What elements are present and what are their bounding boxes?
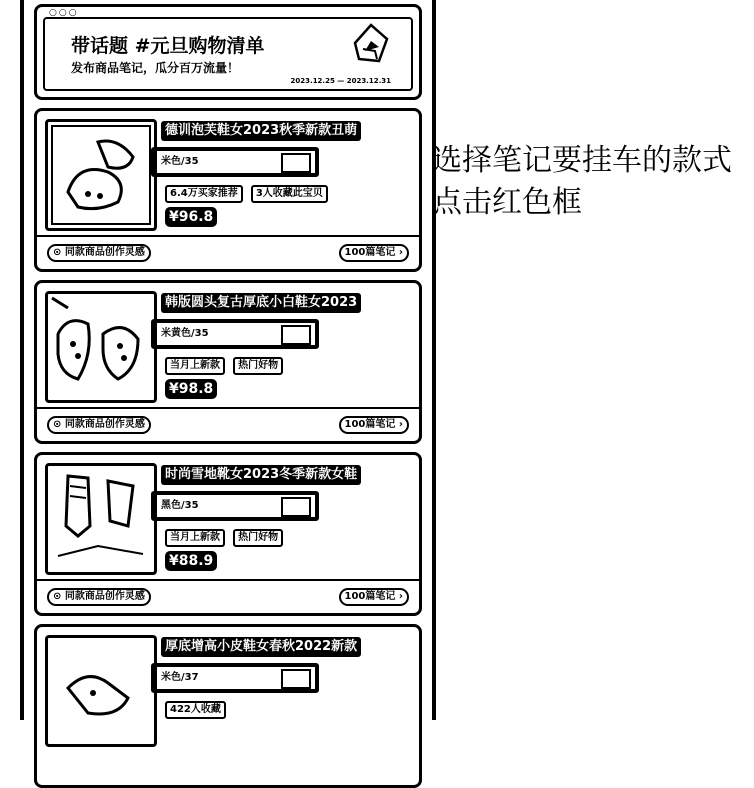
inspiration-label: 同款商品创作灵感 [64,419,145,430]
badge: 当月上新款 [165,529,225,547]
color-size-selector[interactable] [151,491,319,521]
selector-highlight[interactable] [281,153,311,173]
notes-count-link[interactable]: 100篇笔记 › [339,588,409,606]
window-dots: ○○○ [49,8,79,18]
product-badges [165,353,286,375]
product-card[interactable] [34,280,422,444]
topic-banner[interactable] [34,4,422,100]
badge: 3人收藏此宝贝 [251,185,328,203]
inspiration-link[interactable]: ⊙ 同款商品创作灵感 [47,588,151,606]
product-badges [165,181,331,203]
product-badges [165,697,229,719]
annotation-line-2: 点击红色框 [432,185,582,220]
notes-count: 100篇笔记 [344,591,396,602]
notes-count: 100篇笔记 [344,247,396,258]
badge: 热门好物 [233,357,283,375]
selector-highlight[interactable] [281,497,311,517]
banner-subtitle: 发布商品笔记，瓜分百万流量！ [71,61,240,75]
notes-count-link[interactable]: 100篇笔记 › [339,416,409,434]
badge: 6.4万买家推荐 [165,185,243,203]
product-card[interactable] [34,624,422,788]
product-thumbnail[interactable] [45,635,157,747]
color-size-selector[interactable] [151,147,319,177]
product-price: ¥88.9 [165,551,217,571]
badge: 422人收藏 [165,701,226,719]
product-card[interactable] [34,108,422,272]
color-size-selector[interactable] [151,319,319,349]
product-price: ¥96.8 [165,207,217,227]
product-thumbnail[interactable] [45,119,157,231]
product-badges [165,525,286,547]
inspiration-label: 同款商品创作灵感 [64,247,145,258]
selector-highlight[interactable] [281,325,311,345]
inspiration-link[interactable]: ⊙ 同款商品创作灵感 [47,416,151,434]
product-title: 德训泡芙鞋女2023秋季新款丑萌 [161,121,361,141]
shoe-image-icon [48,122,154,228]
product-price: ¥98.8 [165,379,217,399]
selector-highlight[interactable] [281,669,311,689]
product-thumbnail[interactable] [45,463,157,575]
color-size-value: 米黄色/35 [161,328,209,339]
shopping-bag-icon [349,21,393,65]
annotation-line-1: 选择笔记要挂车的款式 [432,143,732,178]
shoe-image-icon [48,294,154,400]
product-title: 韩版圆头复古厚底小白鞋女2023 [161,293,361,313]
badge: 当月上新款 [165,357,225,375]
notes-count-link[interactable]: 100篇笔记 › [339,244,409,262]
inspiration-label: 同款商品创作灵感 [64,591,145,602]
badge: 热门好物 [233,529,283,547]
color-size-selector[interactable] [151,663,319,693]
phone-screen [20,0,436,720]
inspiration-link[interactable]: ⊙ 同款商品创作灵感 [47,244,151,262]
boot-image-icon [48,466,154,572]
color-size-value: 米色/35 [161,156,199,167]
card-divider [37,579,419,581]
banner-title: 带话题 #元旦购物清单 [71,35,265,57]
color-size-value: 米色/37 [161,672,199,683]
color-size-value: 黑色/35 [161,500,199,511]
banner-date-range: 2023.12.25 — 2023.12.31 [290,77,391,85]
shoe-image-icon [48,638,154,744]
product-thumbnail[interactable] [45,291,157,403]
notes-count: 100篇笔记 [344,419,396,430]
product-card[interactable] [34,452,422,616]
product-title: 时尚雪地靴女2023冬季新款女鞋 [161,465,361,485]
card-divider [37,235,419,237]
card-divider [37,407,419,409]
product-title: 厚底增高小皮鞋女春秋2022新款 [161,637,361,657]
